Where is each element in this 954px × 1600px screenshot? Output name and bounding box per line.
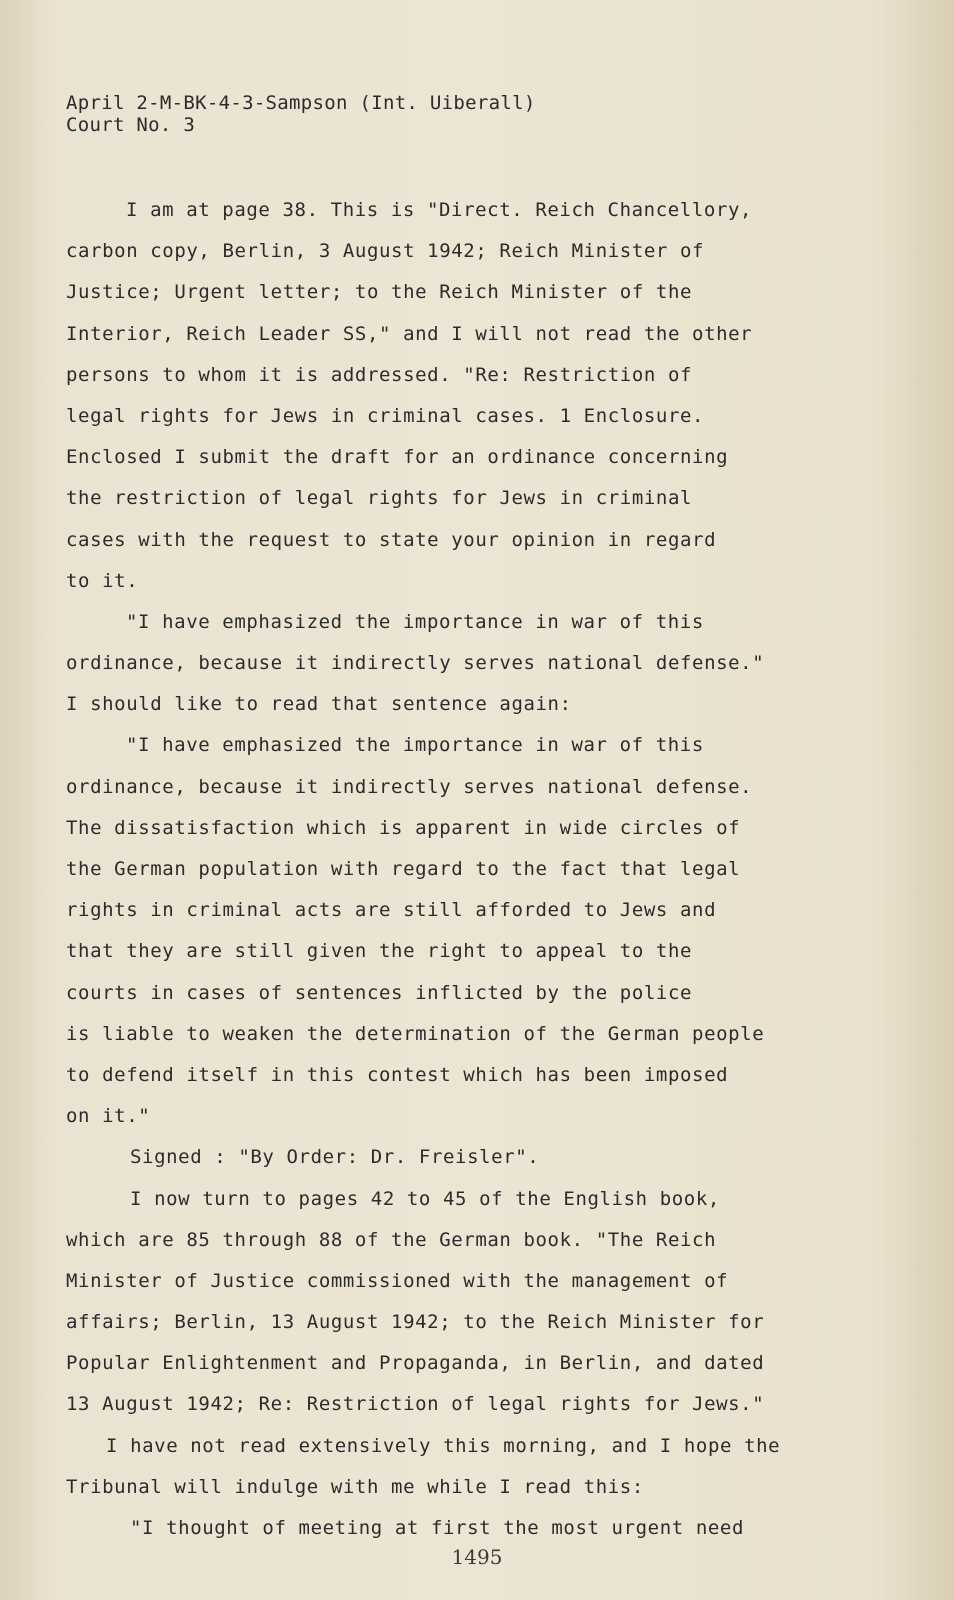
text-line: I now turn to pages 42 to 45 of the English book, [130, 1187, 720, 1210]
text-line: Minister of Justice commissioned with the management of [66, 1269, 729, 1292]
text-line: ordinance, because it indirectly serves national defense." [66, 652, 765, 675]
header-court-line: Court No. 3 [66, 114, 196, 136]
text-line: cases with the request to state your opinion in regard [66, 528, 717, 551]
text-line: courts in cases of sentences inflicted by the police [66, 981, 693, 1004]
text-line: Tribunal will indulge with me while I read this: [66, 1475, 644, 1498]
text-line: The dissatisfaction which is apparent in wide circles of [66, 816, 741, 839]
text-line: the German population with regard to the fact that legal [66, 858, 741, 880]
text-line: on it." [66, 1105, 151, 1128]
header-session-line: April 2-M-BK-4-3-Sampson (Int. Uiberall) [66, 92, 536, 114]
text-line: carbon copy, Berlin, 3 August 1942; Reich Minister of [66, 240, 705, 263]
text-line: which are 85 through 88 of the German book. "The Reich [66, 1228, 717, 1251]
text-line: I am at page 38. This is "Direct. Reich Chancellory, [126, 199, 753, 221]
text-line: rights in criminal acts are still afforded to Jews and [66, 899, 717, 922]
transcript-body [66, 190, 836, 1549]
text-line: that they are still given the right to appeal to the [66, 940, 693, 963]
text-line: legal rights for Jews in criminal cases. 1 Enclosure. [66, 404, 705, 427]
text-line: to defend itself in this contest which has been imposed [66, 1063, 729, 1086]
text-line: "I thought of meeting at first the most urgent need [130, 1517, 744, 1539]
text-line: Signed : "By Order: Dr. Freisler". [130, 1146, 540, 1169]
text-line: ordinance, because it indirectly serves national defense. [66, 775, 753, 798]
text-line: "I have emphasized the importance in war of this [126, 610, 704, 633]
text-line: I have not read extensively this morning, and I hope the [106, 1434, 781, 1457]
text-line: the restriction of legal rights for Jews in criminal [66, 487, 693, 510]
transcript-header [66, 92, 536, 136]
text-line: Enclosed I submit the draft for an ordinance concerning [66, 446, 729, 469]
text-line: affairs; Berlin, 13 August 1942; to the Reich Minister for [66, 1311, 765, 1334]
text-line: "I have emphasized the importance in war of this [126, 734, 704, 757]
page-number: 1495 [451, 1545, 503, 1569]
text-line: I should like to read that sentence again: [66, 693, 572, 716]
text-line: Interior, Reich Leader SS," and I will not read the other [66, 322, 753, 345]
text-line: Justice; Urgent letter; to the Reich Minister of the [66, 281, 693, 304]
text-line: 13 August 1942; Re: Restriction of legal rights for Jews." [66, 1393, 765, 1416]
text-line: is liable to weaken the determination of the German people [66, 1022, 765, 1045]
text-line: Popular Enlightenment and Propaganda, in Berlin, and dated [66, 1352, 765, 1375]
text-line: persons to whom it is addressed. "Re: Restriction of [66, 363, 693, 386]
text-line: to it. [66, 569, 139, 592]
